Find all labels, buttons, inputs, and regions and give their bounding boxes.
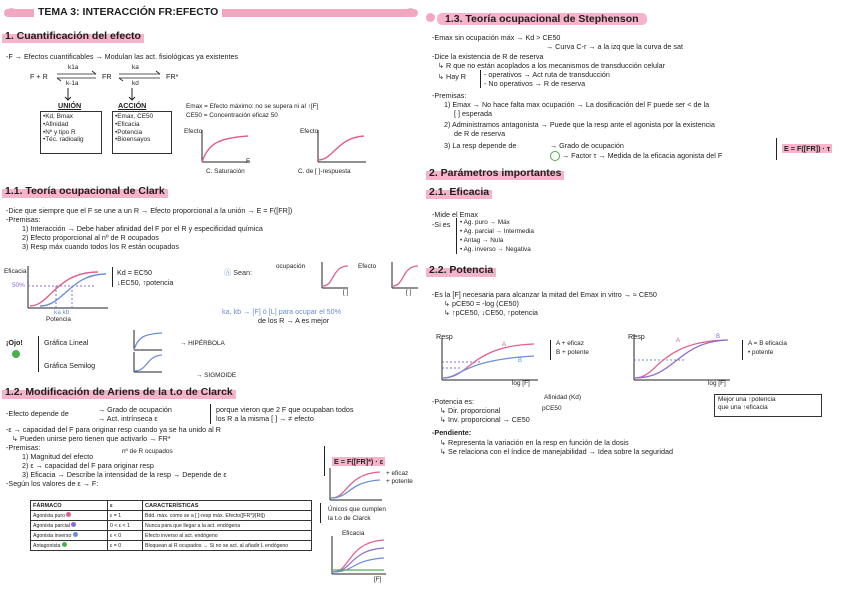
table-header: CARACTERÍSTICAS (143, 501, 312, 511)
eficacia-line1: -Mide el Emax (432, 210, 478, 219)
potency-graph-2 (632, 332, 732, 382)
table-cell: ε < 0 (108, 531, 143, 541)
table-cell (31, 511, 108, 521)
eq-kd: kd (132, 80, 139, 87)
steph-line4a: ↳ Hay R (438, 72, 466, 81)
heading-cuantificacion: 1. Cuantificación del efecto (2, 30, 144, 43)
eq-fr: FR (102, 72, 112, 81)
side-graph-xlabel: [F] (374, 576, 382, 583)
y50-label: 50% (12, 282, 25, 289)
cell-text: Agonista puro (33, 513, 66, 519)
clark-line2: -Premisas: (6, 215, 41, 224)
kd-line2: ↓EC50, ↑potencia (117, 278, 174, 287)
clark-line3: 1) Interacción → Debe haber afinidad del F por el R y especificidad química (22, 224, 263, 233)
heading-parametros: 2. Parámetros importantes (426, 167, 564, 180)
graph2-note2: • potente (748, 349, 774, 356)
table-row (31, 531, 312, 541)
side-note2: la t.o de Clarck (328, 515, 371, 522)
steph-line1b: → Curva C-r → a la izq que la curva de sat (546, 42, 684, 51)
graph1-note1: A + eficaz (556, 340, 584, 347)
graph2-ylabel: Efecto (300, 128, 319, 135)
steph-line8: 3) La resp depende de (444, 141, 517, 150)
union-item: •Nº y tipo R (43, 128, 76, 136)
eq-lhs: F + R (30, 72, 48, 81)
table-cell: Bdd. máx. como se a [ ]-resp máx. Efecto([FR*]/[Rt]) (143, 511, 312, 521)
ce50-line: CE50 = Concentración eficaz 50 (186, 112, 278, 119)
dot-icon (62, 542, 67, 547)
main-title: TEMA 3: INTERACCIÓN FR:EFECTO (34, 6, 222, 19)
ariens-line5b: nº de R ocupados (122, 448, 173, 455)
table-cell: Bloquean al R ocupados → Si no se act. al añadir L endógeno (143, 541, 312, 551)
accion-item: •Emax, CE50 (115, 113, 154, 120)
resp2-label: Resp (628, 332, 645, 341)
graph1-xlabel: F (246, 158, 250, 165)
down-arrows (60, 88, 140, 102)
ka-kb-line1: ka, kb → [F] ó [L] para ocupar el 50% (222, 307, 342, 316)
ojo-text: ¡Ojo! (6, 338, 23, 347)
ariens-line2: -ε → capacidad del F para originar resp cuando ya se ha unido al R (6, 425, 221, 434)
heading-eficacia: 2.1. Eficacia (426, 186, 492, 199)
steph-line8b: → Grado de ocupación (550, 141, 624, 150)
pot-line1b: Afinidad (Kd) (544, 394, 581, 401)
cell-text: Antagonista (33, 543, 61, 549)
clark-line4: 2) Efecto proporcional al nº de R ocupados (22, 233, 159, 242)
saturation-curve-graph (200, 130, 252, 166)
ariens-line1e: los R a la misma [ ] → ≠ efecto (216, 414, 314, 423)
curve-b-label: B (518, 358, 523, 364)
s1-line1: -F → Efectos cuantificables → Modulan las act. fisiológicas ya existentes (6, 52, 239, 61)
graph1-note2: B + potente (556, 349, 589, 356)
steph-line6: 1) Emax → No hace falta max ocupación → La dosificación del F puede ser < de la (444, 100, 710, 109)
ariens-line3: ↳ Pueden unirse pero tienen que activarlo → FR* (12, 434, 171, 443)
graph2-note1: A = B eficacia (748, 340, 787, 347)
hiperbola-mini-graph (132, 330, 164, 352)
resp1-label: Resp (436, 332, 453, 341)
side-graph-ylabel: Eficacia (342, 530, 365, 537)
steph-line8c: → Factor τ → Medida de la eficacia agonista del F (562, 151, 723, 160)
steph-formula: E = F([FR]) · τ (784, 144, 831, 153)
graph1-ylabel: Efecto (184, 128, 203, 135)
curve-a-label-2: A (676, 338, 681, 344)
green-circle-icon (550, 151, 560, 161)
eficacia-item: • Ag. inverso → Negativa (460, 246, 531, 253)
emax-line: Emax = Efecto máximo: no se supera ni al ↑[F] (186, 103, 319, 110)
logf1-label: log [F] (512, 380, 530, 387)
ariens-line1: -Efecto depende de (6, 409, 69, 418)
dot-icon (66, 512, 71, 517)
eq-rhs: FR* (166, 72, 179, 81)
table-cell: Efecto inverso al act. endógeno (143, 531, 312, 541)
steph-line4b: - operativos → Act ruta de transducción (484, 70, 610, 79)
efecto-mini-label: Efecto (358, 263, 377, 270)
sigmoide-mini-graph (132, 352, 164, 374)
accion-item: •Bioensayos (115, 136, 151, 144)
steph-line7: 2) Administramos antagonista → Puede que la resp ante el agonista por la existencia (444, 120, 715, 129)
hiperbola-label: → HIPÉRBOLA (180, 340, 225, 347)
accion-item: •Eficacia (115, 120, 140, 128)
pharmaco-table (30, 500, 312, 551)
heading-potencia: 2.2. Potencia (426, 264, 496, 277)
graf-lineal: Gráfica Lineal (44, 338, 89, 347)
potency-graph-1 (440, 338, 540, 382)
table-cell: 0 < ε < 1 (108, 521, 143, 531)
graf-semilog: Gráfica Semilog (44, 361, 96, 370)
graph2-caption: C. de [ ]-respuesta (298, 168, 351, 175)
circle-a-icon: Ⓐ (224, 268, 232, 277)
ariens-line8: -Según los valores de ε → F: (6, 479, 99, 488)
pot-line2: ↳ Dir. proporcional (440, 406, 501, 415)
main-title-banner (4, 6, 418, 19)
sigmoide-label: → SIGMOIDE (196, 372, 237, 379)
union-item: •Afinidad (43, 120, 69, 128)
ariens-line7: 3) Eficacia → Describe la intensidad de la resp → Depende de ε (22, 470, 227, 479)
accion-item: •Potencia (115, 128, 143, 136)
green-dot-icon (12, 350, 20, 358)
union-item: •Kd, Bmax (43, 113, 73, 120)
table-header: FÁRMACO (31, 501, 108, 511)
graph-note-eficaz: + eficaz (386, 470, 409, 477)
efecto-mini-graph (390, 262, 420, 290)
sean-text: Sean: (233, 268, 252, 277)
table-row (31, 541, 312, 551)
dose-response-graph (316, 130, 368, 166)
table-cell (31, 541, 108, 551)
ariens-graph (328, 468, 384, 502)
heading-ariens: 1.2. Modificación de Ariens de la t.o de Clarck (2, 386, 236, 399)
steph-line5: -Premisas: (432, 91, 467, 100)
heading-stephenson: 1.3. Teoría ocupacional de Stephenson (437, 13, 647, 25)
table-cell (31, 531, 108, 541)
graph-note-potente: + potente (386, 478, 413, 485)
clark-line5: 3) Resp máx cuando todos los R están ocupados (22, 242, 180, 251)
potencia-line3: ↳ ↑pCE50, ↓CE50, ↑potencia (444, 308, 538, 317)
clark-efficacy-graph (26, 266, 110, 310)
table-row (31, 511, 312, 521)
accion-label: ACCIÓN (118, 101, 147, 110)
ariens-line1d: porque vieron que 2 F que ocupaban todos (216, 405, 354, 414)
ocupacion-x: [ ] (343, 289, 349, 296)
pendiente-line1: ↳ Representa la variación en la resp en función de la dosis (440, 438, 629, 447)
logf2-label: log [F] (708, 380, 726, 387)
equilibrium-arrows-2 (118, 70, 162, 82)
pendiente-label: -Pendiente: (432, 428, 472, 437)
equilibrium-arrows (56, 70, 98, 82)
steph-line3: ↳ R que no están acoplados a los mecanismos de transducción celular (438, 61, 665, 70)
union-item: •Téc. radioalig (43, 136, 84, 144)
cell-text: Agonista parcial (33, 523, 70, 529)
eq-ka: ka (132, 64, 139, 71)
table-header-row (31, 501, 312, 511)
ariens-formula: E = F([FR]*) · ε (334, 457, 384, 466)
graph1-caption: C. Saturación (206, 168, 245, 175)
ocupacion-mini-graph (320, 262, 350, 290)
eficacia-label: Eficacia (4, 268, 27, 275)
eq-k2: k-1a (66, 80, 79, 87)
pot-line3: ↳ Inv. proporcional → CE50 (440, 415, 530, 424)
steph-line7b: de R de reserva (454, 129, 506, 138)
potencia-label: Potencia (46, 316, 71, 323)
efecto-x: [ ] (406, 289, 412, 296)
box-line1: Mejor una ↑potencia (718, 396, 776, 403)
table-row (31, 521, 312, 531)
ojo-label (6, 338, 23, 347)
ariens-line5: 1) Magnitud del efecto (22, 452, 94, 461)
table-header: ε (108, 501, 143, 511)
eq-k1: k1a (68, 64, 79, 71)
union-box (40, 111, 102, 154)
side-note1: Únicos que cumplen (328, 506, 386, 513)
steph-line6b: [ ] esperada (454, 109, 492, 118)
potencia-line2: ↳ pCE50 = -log (CE50) (444, 299, 519, 308)
ariens-line1c: → Act. intrínseca ε (98, 414, 158, 423)
ariens-line1b: → Grado de ocupación (98, 405, 172, 414)
ka-kb-ticks: ka kb (54, 309, 70, 316)
sean-label (224, 268, 252, 277)
cell-text: Agonista inverso (33, 533, 72, 539)
pendiente-line2: ↳ Se relaciona con el índice de manejabilidad → Idea sobre la seguridad (440, 447, 673, 456)
eficacia-item: • Ag. parcial → Intermedia (460, 228, 534, 235)
accion-box (112, 111, 172, 154)
ocupacion-label: ocupación (276, 263, 306, 270)
curve-b-label-2: B (716, 334, 721, 340)
ariens-line6: 2) ε → capacidad del F para originar resp (22, 461, 154, 470)
dot-icon (73, 532, 78, 537)
side-efficacy-graph (330, 536, 388, 576)
ariens-line4: -Premisas: (6, 443, 41, 452)
table-cell: ε = 0 (108, 541, 143, 551)
steph-line4c: - No operativos → R de reserva (484, 79, 586, 88)
steph-line1: -Emax sin ocupación máx → Kd > CE50 (432, 33, 561, 42)
potencia-line1: -Es la [F] necesaria para alcanzar la mitad del Emax in vitro → ≈ CE50 (432, 290, 657, 299)
eficacia-item: • Antag → Nula (460, 237, 504, 244)
dot-icon (71, 522, 76, 527)
curve-a-label: A (502, 342, 507, 348)
clark-line1: -Dice que siempre que el F se une a un R → Efecto proporcional a la unión → E = F([FR]) (6, 206, 293, 215)
pot-line2b: pCE50 (542, 405, 562, 412)
potencia-note-box (714, 394, 822, 417)
ka-kb-line2: de los R → A es mejor (258, 316, 330, 325)
eficacia-si-es: -Si es (432, 220, 451, 229)
steph-line2: -Dice la existencia de R de reserva (432, 52, 544, 61)
pot-line1: -Potencia es: (432, 397, 474, 406)
table-cell (31, 521, 108, 531)
table-cell: ε = 1 (108, 511, 143, 521)
eficacia-item: • Ag. puro → Máx (460, 219, 510, 226)
table-cell: Nunca para que llegar a la act. endógena (143, 521, 312, 531)
stephenson-title (426, 9, 647, 25)
union-label: UNIÓN (58, 101, 82, 110)
kd-line1: Kd = EC50 (117, 268, 152, 277)
reaction-equation (30, 64, 200, 90)
heading-clark: 1.1. Teoría ocupacional de Clark (2, 185, 168, 198)
box-line2: que una ↑eficacia (718, 403, 768, 411)
